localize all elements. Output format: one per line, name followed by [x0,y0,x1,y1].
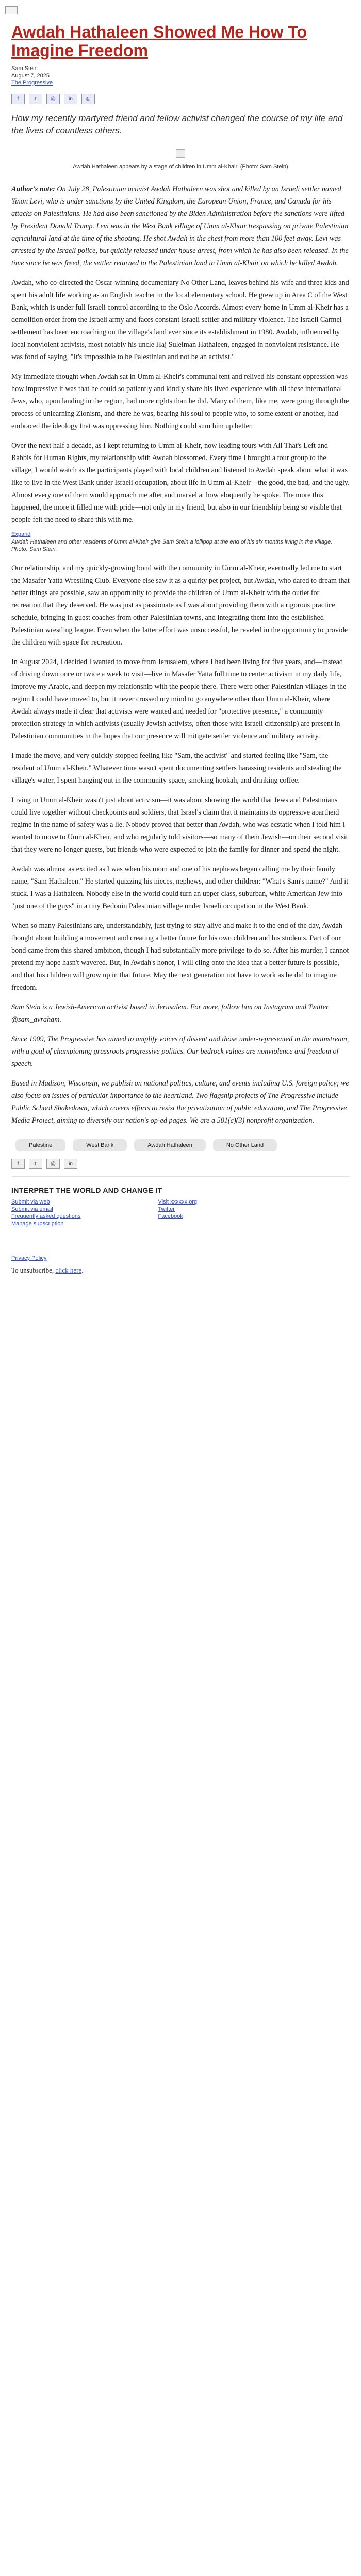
paragraph-2: My immediate thought when Awdah sat in Umm al-Kheir's communal tent and relived his constant oppression was how impressive it was that he could so patiently and kindly share his lived experience with all these international Jews, who, upon landing in the region, had more rights than he did. Many of them, like me, were going through the process of unlearning Zionism, and there he was, bearing his soul to people who, to some extent or another, had embraced the ideology that was oppressing him. Nothing could sum him up better. [11,372,349,430]
twitter-icon[interactable]: t [29,94,42,104]
footer-columns [11,1198,350,1227]
facebook-icon[interactable]: f [11,1159,25,1169]
lead-image [11,149,350,171]
tag-palestine[interactable]: Palestine [15,1139,65,1151]
facebook-icon[interactable]: f [11,94,25,104]
authors-note-text: On July 28, Palestinian activist Awdah Hathaleen was shot and killed by an Israeli settler named Yinon Levi, who is under sanctions by the United Kingdom, the European Union, France, and Canada for his attacks on Palestinians. He had also been sanctioned by the Biden Administration before the sanctions were lifted by President Donald Trump. Levi was in the West Bank village of Umm al-Khair trespassing on private Palestinian agricultural land at the time of the shooting. He shot Awdah in the chest from more than 100 feet away. Levi was arrested by the Israeli police, but quickly released under house arrest, from which he has also been released. In the time since he was freed, the settler returned to the Palestinian land in Umm al-Khair on which he killed Awdah. [11,185,349,267]
faq-link[interactable]: Frequently asked questions [11,1213,81,1219]
manage-subscription-link[interactable]: Manage subscription [11,1221,64,1227]
email-article [11,23,350,1275]
authors-note [11,183,350,269]
footer-left-links [11,1198,81,1227]
publication-about-2: Based in Madison, Wisconsin, we publish on national politics, culture, and events including U.S. foreign policy; we also focus on issues of particular importance to the heartland. Two flagship projects of The Progressive include Public School Shakedown, which covers efforts to resist the privatization of public education, and The Progressive Media Project, aiming to diversify our nation's op-ed pages. We are a 501(c)(3) nonprofit organization. [11,1079,349,1125]
linkedin-icon[interactable]: in [64,94,77,104]
unsubscribe-text: To unsubscribe, [11,1266,56,1274]
privacy-policy-link[interactable]: Privacy Policy [11,1255,47,1261]
footer-right-links [158,1198,198,1227]
share-row-bottom [11,1159,350,1169]
email-icon[interactable]: @ [46,94,60,104]
footer-divider [11,1176,350,1177]
header-image-icon [5,6,18,14]
visit-site-link[interactable]: Visit xxxxxx.org [158,1199,198,1205]
twitter-icon[interactable]: t [29,1159,42,1169]
share-row-top [11,94,350,104]
tag-no-other-land[interactable]: No Other Land [213,1139,277,1151]
paragraph-3: Over the next half a decade, as I kept returning to Umm al-Kheir, now leading tours with All That's Left and Rabbis for Human Rights, my relationship with Awdah blossomed. Every time I brought a tour group to the village, I would watch as the participants played with local children and listened to Awdah speak about what it was like to live in the West Bank under Israeli occupation, about life in Umm al-Kheir—the good, the bad, and the ugly. Almost every one of them would approach me after and marvel at how eloquently he spoke. The more this happened, the more it filled me with pride—not only in my friend, but also in our friendship being so visible that people felt the need to share this with me. [11,442,350,524]
facebook-link[interactable]: Facebook [158,1213,183,1219]
tag-awdah-hathaleen[interactable]: Awdah Hathaleen [134,1139,206,1151]
paragraph-5: In August 2024, I decided I wanted to move from Jerusalem, where I had been living for five years, and—instead of driving down once or twice a week to visit—live in Masafer Yatta full time to center activism in my daily life, improve my Arabic, and deepen my relationship with the people there. There were other Palestinian villages in the region I could have moved to, but it never crossed my mind to go anywhere other than Umm al-Kheir, where Awdah always made it clear that activists were wanted and needed for "protective presence," a community protection strategy in which activists (usually Jewish activists, often those with Israeli citizenship) are present in Palestinian communities in the hopes that our presence will mitigate settler violence and military activity. [11,658,347,740]
authors-note-label: Author's note: [11,185,55,193]
twitter-link[interactable]: Twitter [158,1206,175,1212]
article-title[interactable]: Awdah Hathaleen Showed Me How To Imagine Freedom [11,23,307,60]
submit-web-link[interactable]: Submit via web [11,1199,50,1205]
expand-caption: Awdah Hathaleen and other residents of Umm al-Kheir give Sam Stein a lollipop at the end of his six months living in the village. Photo: Sam Stein. [11,539,333,552]
tags-row [15,1139,350,1151]
footer-heading: INTERPRET THE WORLD AND CHANGE IT [11,1186,162,1194]
author-name: Sam Stein [11,65,38,72]
paragraph-6: I made the move, and very quickly stopped feeling like "Sam, the activist" and started feeling like "Sam, the resident of Umm al-Kheir." Whatever time wasn't spent documenting settlers harassing residents and stealing the village's water, I spent hanging out in the community space, smoking hookah, and drinking coffee. [11,752,342,785]
publish-date: August 7, 2025 [11,73,50,79]
expand-link[interactable]: Expand [11,531,31,537]
paragraph-4: Our relationship, and my quickly-growing bond with the community in Umm al-Kheir, eventually led me to start the Masafer Yatta Wrestling Club. Everyone else saw it as a quirky pet project, but Awdah, who dared to dream that better things are possible, saw an opportunity to provide the children of Umm al-Kheir with the outlet for recreation that they deserved. He was just as passionate as I was about providing them with a rigorous practice schedule, bringing in guest coaches from other Palestinian towns, and integrating them into the established Palestinian wrestling league. Even when the latter effort was unsuccessful, he reveled in the opportunity to provide the children with space for recreation. [11,564,350,647]
author-bio: Sam Stein is a Jewish-American activist based in Jerusalem. For more, follow him on Instagram and Twitter @sam_avraham. [11,1003,329,1024]
paragraph-1: Awdah, who co-directed the Oscar-winning documentary No Other Land, leaves behind his wife and three kids and spent his adult life working as an English teacher in the local elementary school. He grew up in Area C of the West Bank, which is under full Israeli control according to the Oslo Accords. Almost every home in Umm al-Kheir has a demolition order from the Israeli army and faces constant Israeli settler and military violence. The Israeli Carmel settlement has been encroaching on the village's land ever since its establishment in 1980. Awdah, influenced by local nonviolent activists, most notably his uncle Haj Suleiman Hathaleen, engaged in nonviolent resistance. He was fond of saying, "It's impossible to be Palestinian and not be an activist." [11,279,349,361]
submit-email-link[interactable]: Submit via email [11,1206,53,1212]
unsubscribe-link[interactable]: click here [55,1266,82,1274]
paragraph-9: When so many Palestinians are, understandably, just trying to stay alive and make it to the end of the day, Awdah thought about building a movement and creating a better future for his own children and his students. Part of our bond came from this shared ambition, though I had substantially more privilege to do so. After his murder, I cannot pretend my hope hasn't wavered. But, in Awdah's honor, I will cling onto the idea that a better future is possible, and that his children will grow up in that future. May the next generation not have to work as he did to imagine freedom. [11,922,349,992]
byline-block [11,65,350,87]
image-caption: Awdah Hathaleen appears by a stage of children in Umm al-Khair. (Photo: Sam Stein) [73,164,288,170]
publication-about-1: Since 1909, The Progressive has aimed to amplify voices of dissent and those under-represented in the mainstream, with a goal of championing grassroots progressive politics. Our bedrock values are nonviolence and freedom of speech. [11,1035,349,1068]
email-icon[interactable]: @ [46,1159,60,1169]
paragraph-8: Awdah was almost as excited as I was when his mom and one of his nephews began calling me by their family name, "Sam Hathaleen." He started quizzing his nieces, nephews, and other children: "What's Sam's name?" And it stuck. I was a Hathaleen. Nobody else in the world could turn an upper class, suburban, white American Jew into "just one of the guys" in a tiny Bedouin Palestinian village under Israeli occupation in the West Bank. [11,865,349,910]
image-placeholder-icon [176,149,185,158]
article-frame [11,23,350,1275]
tag-west-bank[interactable]: West Bank [73,1139,127,1151]
publication-link[interactable]: The Progressive [11,80,53,86]
print-icon[interactable]: ⎙ [81,94,95,104]
unsubscribe-row: To unsubscribe, click here. [11,1266,84,1274]
paragraph-7: Living in Umm al-Kheir wasn't just about activism—it was about showing the world that Jews and Palestinians could live together without checkpoints and soldiers, that Israel's claim that it maintains its oppressive apartheid regime in the name of safety was a lie. Nobody proved that better than Awdah, who was ecstatic when I told him I wanted to move to Umm al-Kheir, and who regularly told visitors—so many of them Jewish—on their second visit that they were no longer guests, but friends who were expected to join the family for dinner and spend the night. [11,796,348,854]
linkedin-icon[interactable]: in [64,1159,77,1169]
article-dek: How my recently martyred friend and fellow activist changed the course of my life and the lives of countless others. [11,113,343,135]
privacy-policy-row [11,1255,350,1261]
